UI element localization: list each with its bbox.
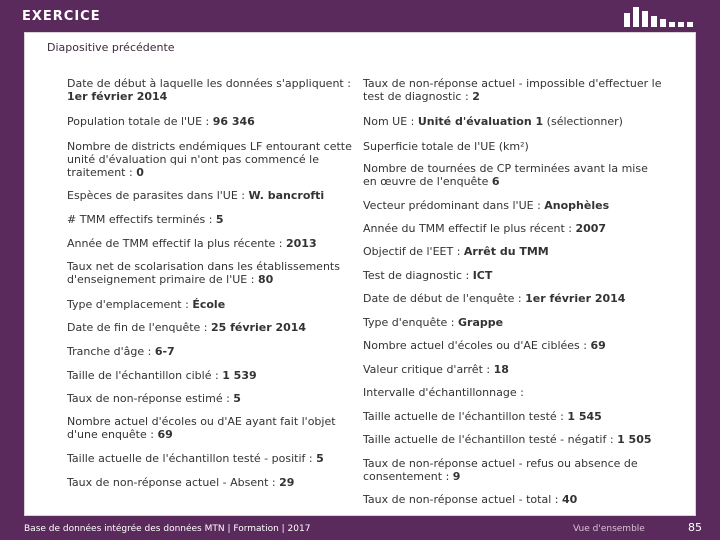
- page-title: EXERCICE: [22, 9, 101, 24]
- list-item: Intervalle d'échantillonnage :: [363, 386, 524, 399]
- list-item: Année du TMM effectif le plus récent : 2007: [363, 222, 607, 235]
- list-item: Taux de non-réponse estimé : 5: [67, 392, 241, 405]
- list-item: Objectif de l'EET : Arrêt du TMM: [363, 245, 549, 258]
- footer-bar: [0, 516, 720, 540]
- list-item: Espèces de parasites dans l'UE : W. bancrofti: [67, 189, 325, 202]
- list-item: Test de diagnostic : ICT: [363, 269, 493, 282]
- list-item: Taille de l'échantillon ciblé : 1 539: [67, 369, 257, 382]
- list-item: Nom UE : Unité d'évaluation 1 (sélectionner): [363, 115, 623, 128]
- previous-slide-link[interactable]: Diapositive précédente: [47, 41, 175, 54]
- logo-icon: [624, 7, 696, 27]
- list-item: Nombre de tournées de CP terminées avant la mise en œuvre de l'enquête 6: [363, 162, 648, 188]
- list-item: Superficie totale de l'UE (km²): [363, 140, 529, 153]
- header-bar: [0, 0, 720, 32]
- list-item: Date de début à laquelle les données s'appliquent : 1er février 2014: [67, 77, 351, 103]
- list-item: Date de fin de l'enquête : 25 février 2014: [67, 321, 307, 334]
- list-item: Taux de non-réponse actuel - total : 40: [363, 493, 578, 506]
- list-item: Population totale de l'UE : 96 346: [67, 115, 255, 128]
- list-item: Taille actuelle de l'échantillon testé : 1 545: [363, 410, 602, 423]
- list-item: Taux de non-réponse actuel - impossible d'effectuer le test de diagnostic : 2: [363, 77, 662, 103]
- list-item: Nombre actuel d'écoles ou d'AE ayant fait l'objet d'une enquête : 69: [67, 415, 336, 441]
- list-item: Taille actuelle de l'échantillon testé - positif : 5: [67, 452, 324, 465]
- list-item: # TMM effectifs terminés : 5: [67, 213, 224, 226]
- list-item: Nombre de districts endémiques LF entourant cette unité d'évaluation qui n'ont pas commencé le traitement : 0: [67, 140, 352, 179]
- content-panel: [24, 32, 696, 516]
- list-item: Taux de non-réponse actuel - refus ou absence de consentement : 9: [363, 457, 638, 483]
- overview-link[interactable]: Vue d'ensemble: [573, 524, 645, 534]
- list-item: Taille actuelle de l'échantillon testé - négatif : 1 505: [363, 433, 652, 446]
- list-item: Vecteur prédominant dans l'UE : Anophèles: [363, 199, 610, 212]
- list-item: Taux net de scolarisation dans les établissements d'enseignement primaire de l'UE : 80: [67, 260, 340, 286]
- list-item: Taux de non-réponse actuel - Absent : 29: [67, 476, 295, 489]
- page-number: 85: [688, 521, 702, 534]
- list-item: Type d'emplacement : École: [67, 298, 226, 311]
- list-item: Valeur critique d'arrêt : 18: [363, 363, 509, 376]
- list-item: Année de TMM effectif la plus récente : 2013: [67, 237, 317, 250]
- list-item: Nombre actuel d'écoles ou d'AE ciblées : 69: [363, 339, 606, 352]
- footer-text: Base de données intégrée des données MTN | Formation | 2017: [24, 524, 311, 534]
- list-item: Date de début de l'enquête : 1er février 2014: [363, 292, 626, 305]
- list-item: Tranche d'âge : 6-7: [67, 345, 175, 358]
- list-item: Type d'enquête : Grappe: [363, 316, 504, 329]
